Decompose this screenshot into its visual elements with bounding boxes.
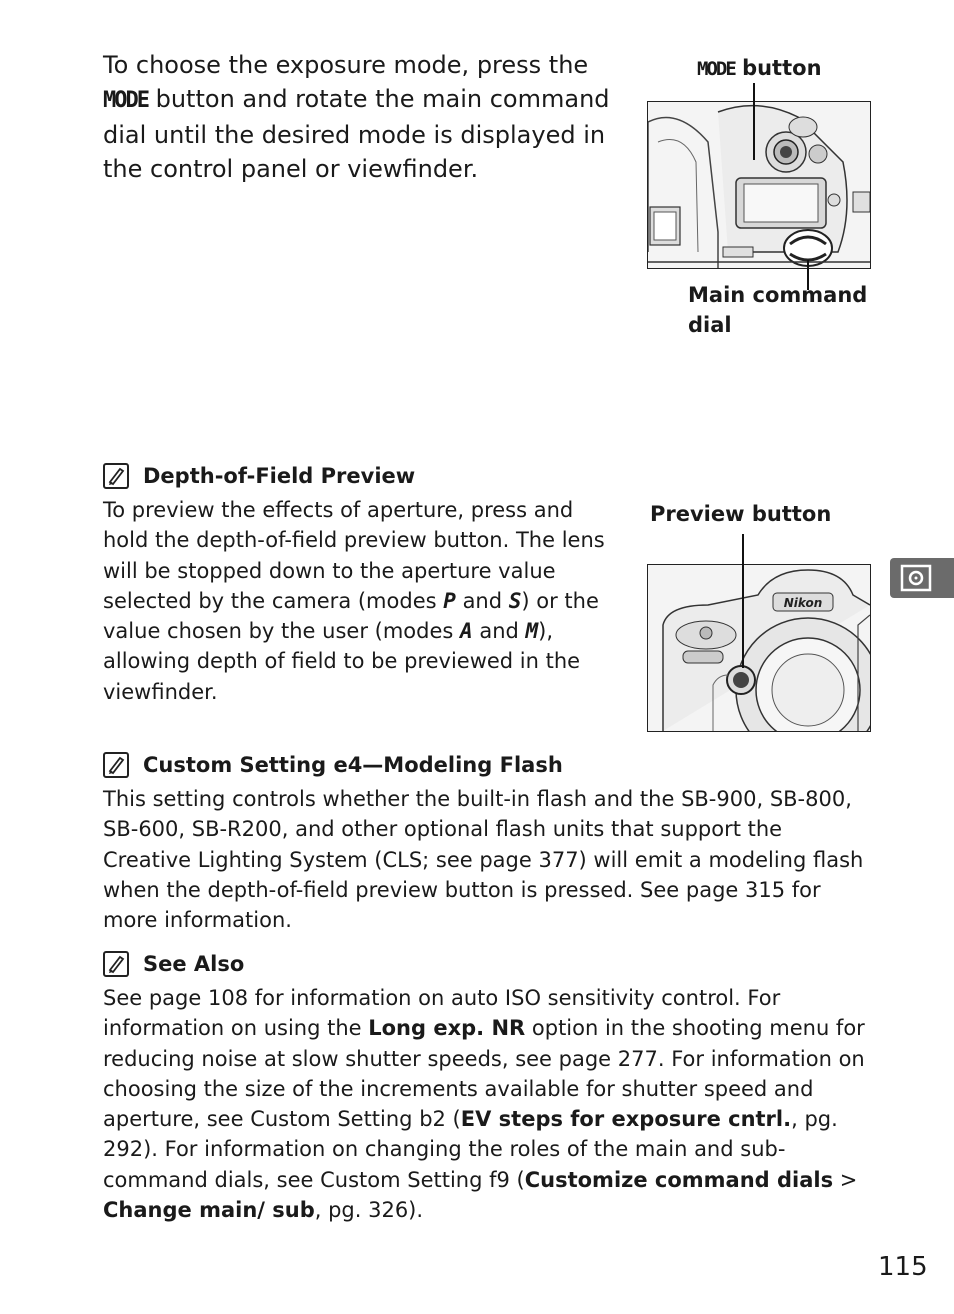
note-e4-heading: Custom Setting e4—Modeling Flash [103,750,563,780]
mode-button-label: MODE button [697,56,822,80]
note-e4-text: This setting controls whether the built-in flash and the SB-900, SB-800, SB-600, SB-R200, and other optional flash units that support the Creative Lighting System (CLS; see page 377) will emit a modeling flash when the depth-of-field preview button is pressed. See page 315 for more information. [103,787,864,933]
intro-paragraph: To choose the exposure mode, press the MODE button and rotate the main command dial until the desired mode is displayed in the control panel or viewfinder. [103,51,610,183]
pencil-note-icon [103,951,129,977]
nikon-logo-text: Nikon [783,596,823,610]
metering-icon [890,558,954,598]
page-number: 115 [878,1252,928,1282]
note-see-also-text: See page 108 for information on auto ISO sensitivity control. For information on using the Long exp. NR option in the shooting menu for reducing noise at slow shutter speeds, see page 277. For information on choosing the size of the increments available for shutter speed and aperture, see Custom Setting b2 (EV steps for exposure cntrl., pg. 292). For information on changing the roles of the main and sub-command dials, see Custom Setting f9 (Customize command dials > Change main/ sub, pg. 326). [103,986,865,1223]
chapter-side-tab [890,558,954,598]
preview-button-label: Preview button [650,502,832,526]
mode-button-glyph: MODE [103,88,148,113]
pencil-note-icon [103,752,129,778]
note-dof-text: To preview the effects of aperture, press and hold the depth-of-field preview button. The lens will be stopped down to the aperture value selected by the camera (modes P and S) or the value chosen by the user (modes A and M), allowing depth of field to be previewed in the viewfinder. [103,498,605,704]
main-command-dial-label: Main command dial [688,283,868,337]
note-see-also-heading: See Also [103,949,244,979]
note-dof-heading: Depth-of-Field Preview [103,461,415,491]
